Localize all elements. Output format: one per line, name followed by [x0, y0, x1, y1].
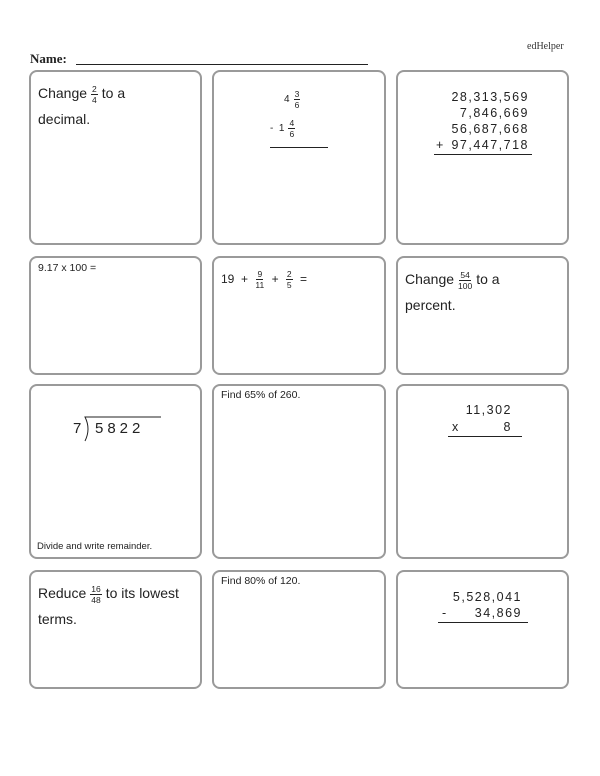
problem-1-text: Change $\frac{2}{4}$ to a decimal. — [38, 83, 126, 127]
multiplicand: 11,302 — [465, 403, 512, 417]
problem-4-text: 9.17 x 100 = — [38, 262, 97, 274]
division-instruction: Divide and write remainder. — [37, 541, 153, 552]
problem-box-2 — [212, 70, 386, 245]
name-line[interactable] — [76, 64, 368, 65]
addition-last-row: 97,447,718 — [451, 138, 529, 152]
problem-box-12 — [396, 570, 569, 689]
divisor: 7 — [73, 420, 82, 437]
minuend: 5,528,041 — [452, 590, 522, 604]
problem-8-text: Find 65% of 260. — [221, 389, 301, 401]
mixed-number-bottom: - 1 $\frac{4}{6}$ — [270, 118, 295, 139]
multiplier: 8 — [503, 420, 512, 434]
problem-11-text: Find 80% of 120. — [221, 575, 301, 587]
name-label: Name: — [30, 51, 67, 66]
subtrahend: 34,869 — [474, 606, 522, 620]
problem-box-11 — [212, 570, 386, 689]
answer-line — [434, 154, 532, 155]
mixed-number-top: 4 $\frac{3}{6}$ — [284, 89, 300, 110]
problem-box-7 — [29, 384, 202, 559]
dividend: 5822 — [95, 420, 145, 437]
problem-5-text: 19 + $\frac{9}{11}$ + $\frac{2}{5}$ = — [221, 269, 308, 291]
problem-box-8 — [212, 384, 386, 559]
answer-line — [270, 147, 328, 148]
addition-operator: + — [436, 138, 445, 152]
problem-box-10 — [29, 570, 202, 689]
problem-box-5 — [212, 256, 386, 375]
multiply-operator: x — [452, 420, 460, 434]
addition-column: 28,313,569 7,846,669 56,687,668 — [451, 90, 529, 136]
problem-box-6 — [396, 256, 569, 375]
problem-box-3 — [396, 70, 569, 245]
problem-box-9 — [396, 384, 569, 559]
subtract-operator: - — [442, 606, 448, 620]
brand-label: edHelper — [527, 41, 564, 52]
answer-line — [448, 436, 522, 437]
problem-6-text: Change $\frac{54}{100}$ to a percent. — [405, 269, 500, 313]
answer-line — [438, 622, 528, 623]
problem-box-1 — [29, 70, 202, 245]
fraction: $\frac{2}{4}$ — [92, 83, 97, 105]
problem-10-text: Reduce $\frac{16}{48}$ to its lowest terms. — [38, 583, 179, 627]
problem-box-4 — [29, 256, 202, 375]
